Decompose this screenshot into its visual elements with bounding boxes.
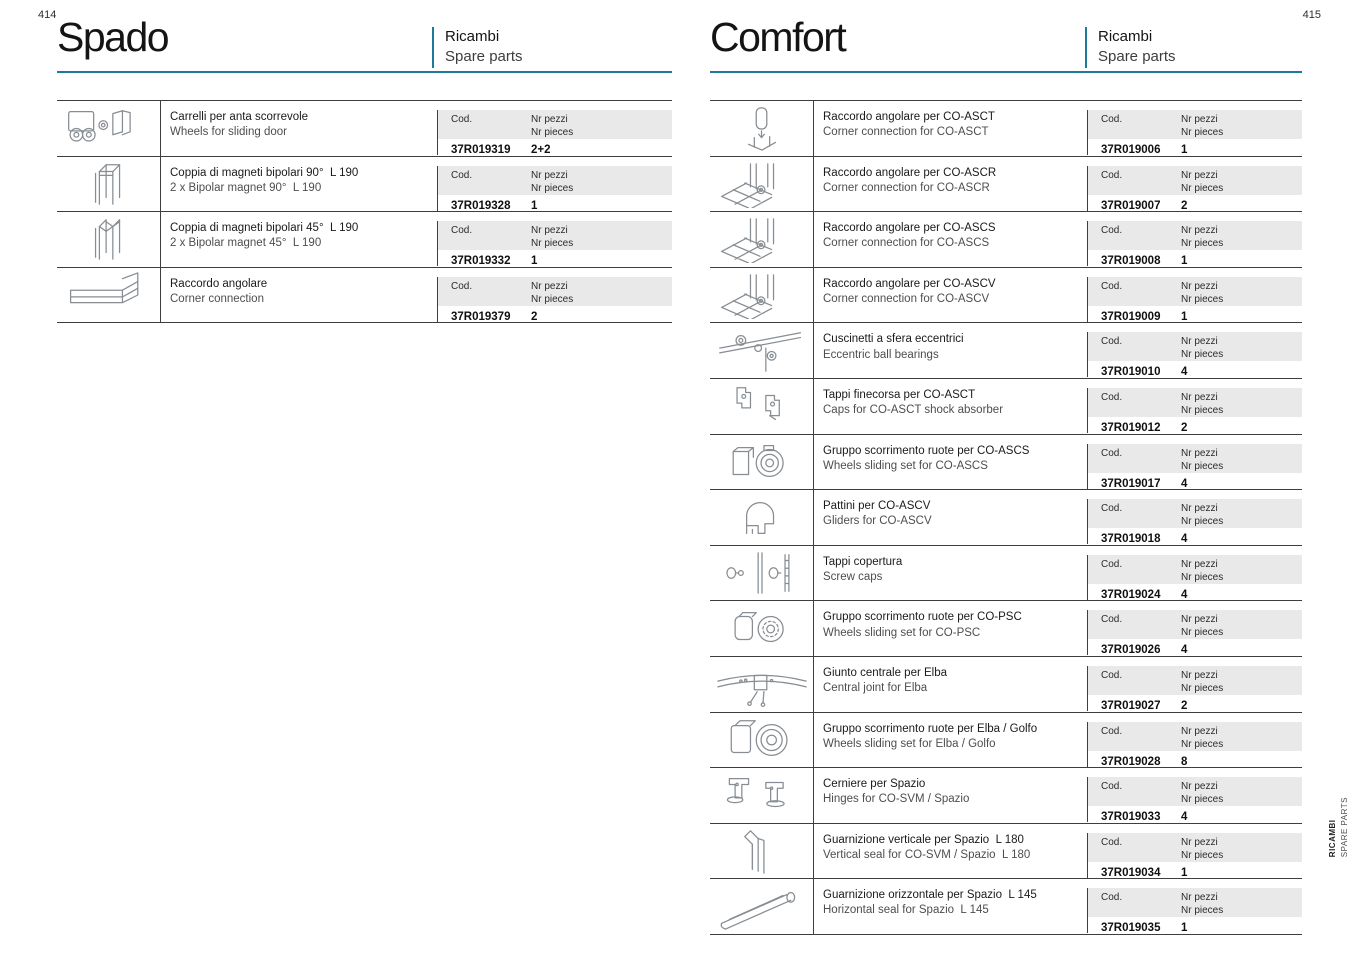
table-row	[710, 767, 1302, 823]
part-name-italian: Coppia di magneti bipolari 90° L 190	[170, 166, 359, 179]
part-quantity: 4	[1181, 477, 1188, 490]
part-quantity: 1	[1181, 310, 1188, 323]
part-description	[814, 657, 1087, 712]
qty-label-english: Nr pieces	[1181, 404, 1224, 416]
part-code: 37R019319	[451, 144, 511, 156]
part-name-english: Horizontal seal for Spazio L 145	[823, 904, 989, 917]
qty-label	[1181, 725, 1298, 751]
part-code: 37R019033	[1101, 811, 1161, 824]
part-name-english: Corner connection for CO-ASCS	[823, 237, 990, 250]
side-tab-italian: RICAMBI	[1328, 819, 1337, 858]
part-code: 37R019017	[1101, 477, 1161, 490]
qty-label-english: Nr pieces	[531, 127, 574, 138]
cod-label: Cod.	[1101, 114, 1123, 125]
cod-label: Cod.	[1101, 336, 1123, 348]
part-name-english: Wheels sliding set for Elba / Golfo	[823, 737, 996, 750]
qty-label-italian: Nr pezzi	[1181, 503, 1218, 515]
qty-label-italian: Nr pezzi	[1181, 114, 1218, 125]
qty-label-italian: Nr pezzi	[1181, 892, 1218, 904]
part-name-english: 2 x Bipolar magnet 45° L 190	[170, 237, 322, 250]
qty-label-italian: Nr pezzi	[531, 225, 568, 237]
qty-label	[1181, 891, 1298, 917]
qty-label-italian: Nr pezzi	[1181, 725, 1218, 737]
part-quantity: 2	[1181, 699, 1188, 712]
code-header	[1088, 110, 1302, 139]
cod-label: Cod.	[1101, 447, 1123, 459]
qty-label-english: Nr pieces	[1181, 460, 1224, 472]
part-description	[814, 879, 1087, 934]
code-block	[437, 166, 672, 211]
qty-label-english: Nr pieces	[1181, 682, 1224, 694]
qty-label-italian: Nr pezzi	[1181, 280, 1218, 292]
part-description	[814, 212, 1087, 267]
part-name-english: Hinges for CO-SVM / Spazio	[823, 793, 970, 806]
part-quantity: 1	[1181, 144, 1188, 156]
magnet-profile-45-illustration	[57, 212, 161, 267]
part-description	[161, 212, 437, 267]
code-values	[1088, 751, 1302, 768]
part-description	[161, 157, 437, 212]
cod-label: Cod.	[1101, 391, 1123, 403]
code-values	[1088, 695, 1302, 712]
screw-caps-illustration	[710, 546, 814, 601]
cod-label: Cod.	[1101, 280, 1123, 292]
qty-label	[1181, 335, 1298, 361]
part-description	[814, 435, 1087, 490]
cod-label: Cod.	[1101, 781, 1123, 793]
part-code: 37R019026	[1101, 644, 1161, 657]
hinges-illustration	[710, 768, 814, 823]
part-code: 37R019012	[1101, 421, 1161, 434]
code-values	[438, 195, 672, 212]
table-row	[710, 100, 1302, 156]
table-row	[710, 267, 1302, 323]
part-name-english: Caps for CO-ASCT shock absorber	[823, 404, 1004, 417]
corner-floor-illustration	[710, 212, 814, 267]
table-row	[57, 156, 672, 212]
code-values	[1088, 639, 1302, 656]
table-row	[710, 211, 1302, 267]
code-header	[1088, 221, 1302, 250]
table-row	[710, 489, 1302, 545]
code-header	[1088, 277, 1302, 306]
cod-label: Cod.	[1101, 614, 1123, 626]
part-name-english: Corner connection for CO-ASCT	[823, 126, 989, 139]
part-quantity: 1	[1181, 866, 1188, 879]
part-code: 37R019035	[1101, 922, 1161, 935]
code-block	[1087, 888, 1302, 933]
qty-label-english: Nr pieces	[1181, 794, 1224, 806]
code-values	[1088, 139, 1302, 156]
code-header	[438, 221, 672, 250]
table-row	[57, 100, 672, 156]
qty-label-italian: Nr pezzi	[1181, 781, 1218, 793]
part-code: 37R019007	[1101, 199, 1161, 212]
qty-label-english: Nr pieces	[1181, 127, 1224, 138]
part-name-english: Corner connection for CO-ASCV	[823, 292, 990, 305]
qty-label-english: Nr pieces	[1181, 627, 1224, 639]
part-code: 37R019027	[1101, 699, 1161, 712]
cod-label: Cod.	[1101, 669, 1123, 681]
code-values	[438, 250, 672, 267]
code-header	[438, 110, 672, 139]
part-quantity: 4	[1181, 811, 1188, 824]
part-code: 37R019028	[1101, 755, 1161, 768]
cod-label: Cod.	[1101, 169, 1123, 181]
qty-label-italian: Nr pezzi	[1181, 391, 1218, 403]
cod-label: Cod.	[1101, 836, 1123, 848]
qty-label-italian: Nr pezzi	[1181, 225, 1218, 237]
part-name-english: Wheels sliding set for CO-PSC	[823, 626, 981, 639]
code-header	[1088, 888, 1302, 917]
central-joint-illustration	[710, 657, 814, 712]
code-values	[1088, 306, 1302, 323]
code-header	[1088, 722, 1302, 751]
part-code: 37R019379	[451, 310, 511, 323]
code-header	[1088, 166, 1302, 195]
parts-table-comfort	[710, 100, 1302, 935]
code-values	[438, 306, 672, 323]
part-description	[814, 824, 1087, 879]
qty-label-italian: Nr pezzi	[1181, 558, 1218, 570]
code-block	[1087, 666, 1302, 711]
part-name-italian: Raccordo angolare per CO-ASCR	[823, 166, 997, 179]
code-header	[1088, 499, 1302, 528]
cod-label: Cod.	[1101, 503, 1123, 515]
part-name-italian: Gruppo scorrimento ruote per Elba / Golfo	[823, 722, 1038, 735]
part-name-english: Vertical seal for CO-SVM / Spazio L 180	[823, 848, 1031, 861]
table-row	[710, 878, 1302, 934]
page-number-right: 415	[1302, 9, 1321, 21]
code-block	[1087, 277, 1302, 322]
qty-label	[531, 224, 668, 250]
qty-label	[1181, 669, 1298, 695]
table-row	[710, 545, 1302, 601]
code-block	[437, 221, 672, 266]
part-code: 37R019010	[1101, 366, 1161, 379]
code-header	[1088, 388, 1302, 417]
qty-label	[1181, 224, 1298, 250]
qty-label	[531, 169, 668, 195]
qty-label-italian: Nr pezzi	[1181, 614, 1218, 626]
code-values	[1088, 806, 1302, 823]
glider-illustration	[710, 490, 814, 545]
header-rule	[710, 71, 1302, 73]
part-name-italian: Gruppo scorrimento ruote per CO-ASCS	[823, 444, 1030, 457]
qty-label-english: Nr pieces	[1181, 238, 1224, 250]
part-description	[814, 379, 1087, 434]
section-title-italian: Ricambi	[445, 28, 500, 45]
part-code: 37R019034	[1101, 866, 1161, 879]
section-title-italian: Ricambi	[1098, 28, 1153, 45]
part-name-english: Screw caps	[823, 570, 883, 583]
horizontal-seal-illustration	[710, 879, 814, 934]
qty-label	[1181, 280, 1298, 306]
qty-label-english: Nr pieces	[1181, 571, 1224, 583]
page-header	[710, 0, 1302, 100]
table-row	[710, 156, 1302, 212]
qty-label	[531, 113, 668, 139]
table-row	[57, 211, 672, 267]
code-block	[1087, 110, 1302, 155]
section-label	[1085, 27, 1176, 68]
qty-label-english: Nr pieces	[1181, 905, 1224, 917]
part-quantity: 1	[1181, 922, 1188, 935]
wheel-set-illustration	[710, 435, 814, 490]
corner-bracket-illustration	[57, 268, 161, 323]
qty-label-english: Nr pieces	[1181, 293, 1224, 305]
part-quantity: 4	[1181, 644, 1188, 657]
code-values	[1088, 195, 1302, 212]
part-name-italian: Pattini per CO-ASCV	[823, 500, 931, 513]
part-quantity: 1	[1181, 255, 1188, 268]
part-code: 37R019018	[1101, 533, 1161, 546]
parts-table-spado	[57, 100, 672, 323]
qty-label	[1181, 447, 1298, 473]
code-values	[1088, 250, 1302, 267]
qty-label-italian: Nr pezzi	[1181, 336, 1218, 348]
part-name-italian: Cuscinetti a sfera eccentrici	[823, 333, 964, 346]
cod-label: Cod.	[451, 280, 473, 292]
cod-label: Cod.	[1101, 892, 1123, 904]
code-block	[1087, 332, 1302, 377]
code-header	[1088, 833, 1302, 862]
part-name-english: Corner connection for CO-ASCR	[823, 181, 990, 194]
code-block	[1087, 722, 1302, 767]
section-label	[432, 27, 523, 68]
part-name-english: Wheels for sliding door	[170, 126, 287, 139]
part-quantity: 1	[531, 255, 538, 268]
section-title-english: Spare parts	[1098, 48, 1176, 66]
qty-label	[1181, 558, 1298, 584]
part-name-italian: Carrelli per anta scorrevole	[170, 111, 309, 123]
qty-label-italian: Nr pezzi	[1181, 669, 1218, 681]
qty-label-italian: Nr pezzi	[1181, 447, 1218, 459]
part-description	[814, 713, 1087, 768]
section-title-english: Spare parts	[445, 48, 523, 66]
code-values	[1088, 584, 1302, 601]
sliding-door-rollers-illustration	[57, 101, 161, 156]
page-number-left: 414	[38, 9, 57, 21]
part-name-english: Wheels sliding set for CO-ASCS	[823, 459, 988, 472]
end-caps-illustration	[710, 379, 814, 434]
part-description	[814, 268, 1087, 323]
part-code: 37R019332	[451, 255, 511, 268]
part-description	[161, 101, 437, 156]
code-values	[1088, 917, 1302, 934]
qty-label-italian: Nr pezzi	[531, 280, 568, 292]
part-name-italian: Raccordo angolare per CO-ASCV	[823, 277, 996, 290]
vertical-seal-illustration	[710, 824, 814, 879]
code-header	[1088, 332, 1302, 361]
code-block	[1087, 388, 1302, 433]
qty-label-english: Nr pieces	[1181, 349, 1224, 361]
qty-label	[1181, 502, 1298, 528]
qty-label-english: Nr pieces	[1181, 182, 1224, 194]
qty-label	[1181, 613, 1298, 639]
part-code: 37R019006	[1101, 144, 1161, 156]
part-quantity: 4	[1181, 366, 1188, 379]
qty-label-english: Nr pieces	[1181, 516, 1224, 528]
code-header	[1088, 666, 1302, 695]
part-code: 37R019328	[451, 199, 511, 212]
wheel-set-large-illustration	[710, 713, 814, 768]
part-description	[814, 323, 1087, 378]
part-name-italian: Guarnizione orizzontale per Spazio L 145	[823, 889, 1037, 902]
qty-label-english: Nr pieces	[1181, 849, 1224, 861]
code-block	[437, 277, 672, 322]
cod-label: Cod.	[451, 169, 473, 181]
code-header	[438, 166, 672, 195]
code-block	[1087, 499, 1302, 544]
corner-floor-illustration	[710, 157, 814, 212]
code-block	[1087, 610, 1302, 655]
cod-label: Cod.	[1101, 558, 1123, 570]
code-values	[438, 139, 672, 156]
code-block	[1087, 166, 1302, 211]
cod-label: Cod.	[451, 225, 473, 237]
part-description	[161, 268, 437, 323]
part-description	[814, 101, 1087, 156]
side-tab	[1327, 797, 1351, 857]
table-row	[710, 322, 1302, 378]
header-rule	[57, 71, 672, 73]
part-quantity: 4	[1181, 588, 1188, 601]
code-block	[1087, 444, 1302, 489]
code-header	[1088, 444, 1302, 473]
qty-label-italian: Nr pezzi	[531, 114, 568, 125]
code-block	[1087, 833, 1302, 878]
part-quantity: 2	[531, 310, 538, 323]
page-spado	[57, 0, 672, 958]
qty-label	[1181, 836, 1298, 862]
part-quantity: 8	[1181, 755, 1188, 768]
part-description	[814, 490, 1087, 545]
code-values	[1088, 528, 1302, 545]
ball-bearings-illustration	[710, 323, 814, 378]
part-name-english: Central joint for Elba	[823, 682, 928, 695]
qty-label-english: Nr pieces	[531, 293, 574, 305]
qty-label-italian: Nr pezzi	[1181, 836, 1218, 848]
code-values	[1088, 473, 1302, 490]
qty-label	[1181, 113, 1298, 139]
part-name-italian: Giunto centrale per Elba	[823, 666, 948, 679]
page-title: Spado	[57, 14, 169, 60]
part-name-english: Eccentric ball bearings	[823, 348, 939, 361]
part-name-italian: Cerniere per Spazio	[823, 778, 926, 791]
part-code: 37R019008	[1101, 255, 1161, 268]
qty-label-english: Nr pieces	[531, 238, 574, 250]
qty-label	[531, 280, 668, 306]
part-description	[814, 601, 1087, 656]
part-name-italian: Tappi copertura	[823, 555, 903, 568]
code-header	[1088, 777, 1302, 806]
part-name-english: Gliders for CO-ASCV	[823, 515, 932, 528]
part-name-italian: Guarnizione verticale per Spazio L 180	[823, 833, 1024, 846]
corner-floor-illustration	[710, 268, 814, 323]
part-name-italian: Raccordo angolare	[170, 277, 268, 290]
part-name-english: Corner connection	[170, 292, 264, 305]
code-values	[1088, 361, 1302, 378]
part-description	[814, 546, 1087, 601]
qty-label-english: Nr pieces	[1181, 738, 1224, 750]
part-quantity: 2	[1181, 199, 1188, 212]
part-name-english: 2 x Bipolar magnet 90° L 190	[170, 181, 322, 194]
part-name-italian: Raccordo angolare per CO-ASCS	[823, 222, 996, 235]
cod-label: Cod.	[451, 114, 473, 125]
part-quantity: 1	[531, 199, 538, 212]
qty-label	[1181, 780, 1298, 806]
wheel-set-round-illustration	[710, 601, 814, 656]
table-row	[710, 378, 1302, 434]
page-comfort	[710, 0, 1302, 958]
table-row	[710, 656, 1302, 712]
table-row	[710, 823, 1302, 879]
table-row	[710, 600, 1302, 656]
qty-label	[1181, 169, 1298, 195]
part-description	[814, 768, 1087, 823]
qty-label-english: Nr pieces	[531, 182, 574, 194]
qty-label-italian: Nr pezzi	[531, 169, 568, 181]
part-name-italian: Tappi finecorsa per CO-ASCT	[823, 388, 976, 401]
code-header	[438, 277, 672, 306]
code-values	[1088, 862, 1302, 879]
part-description	[814, 157, 1087, 212]
qty-label-italian: Nr pezzi	[1181, 169, 1218, 181]
code-block	[1087, 221, 1302, 266]
part-name-italian: Coppia di magneti bipolari 45° L 190	[170, 222, 359, 235]
code-block	[1087, 555, 1302, 600]
part-quantity: 4	[1181, 533, 1188, 546]
side-tab-english: SPARE PARTS	[1340, 797, 1349, 858]
code-header	[1088, 610, 1302, 639]
corner-post-illustration	[710, 101, 814, 156]
page-title: Comfort	[710, 14, 846, 60]
page-header	[57, 0, 672, 100]
code-block	[1087, 777, 1302, 822]
magnet-profile-90-illustration	[57, 157, 161, 212]
code-block	[437, 110, 672, 155]
part-code: 37R019024	[1101, 588, 1161, 601]
part-quantity: 2+2	[531, 144, 551, 156]
cod-label: Cod.	[1101, 725, 1123, 737]
table-row	[710, 434, 1302, 490]
part-quantity: 2	[1181, 421, 1188, 434]
part-code: 37R019009	[1101, 310, 1161, 323]
table-row	[57, 267, 672, 323]
part-name-italian: Gruppo scorrimento ruote per CO-PSC	[823, 611, 1022, 624]
table-row	[710, 712, 1302, 768]
code-values	[1088, 417, 1302, 434]
part-name-italian: Raccordo angolare per CO-ASCT	[823, 111, 995, 123]
code-header	[1088, 555, 1302, 584]
cod-label: Cod.	[1101, 225, 1123, 237]
qty-label	[1181, 391, 1298, 417]
